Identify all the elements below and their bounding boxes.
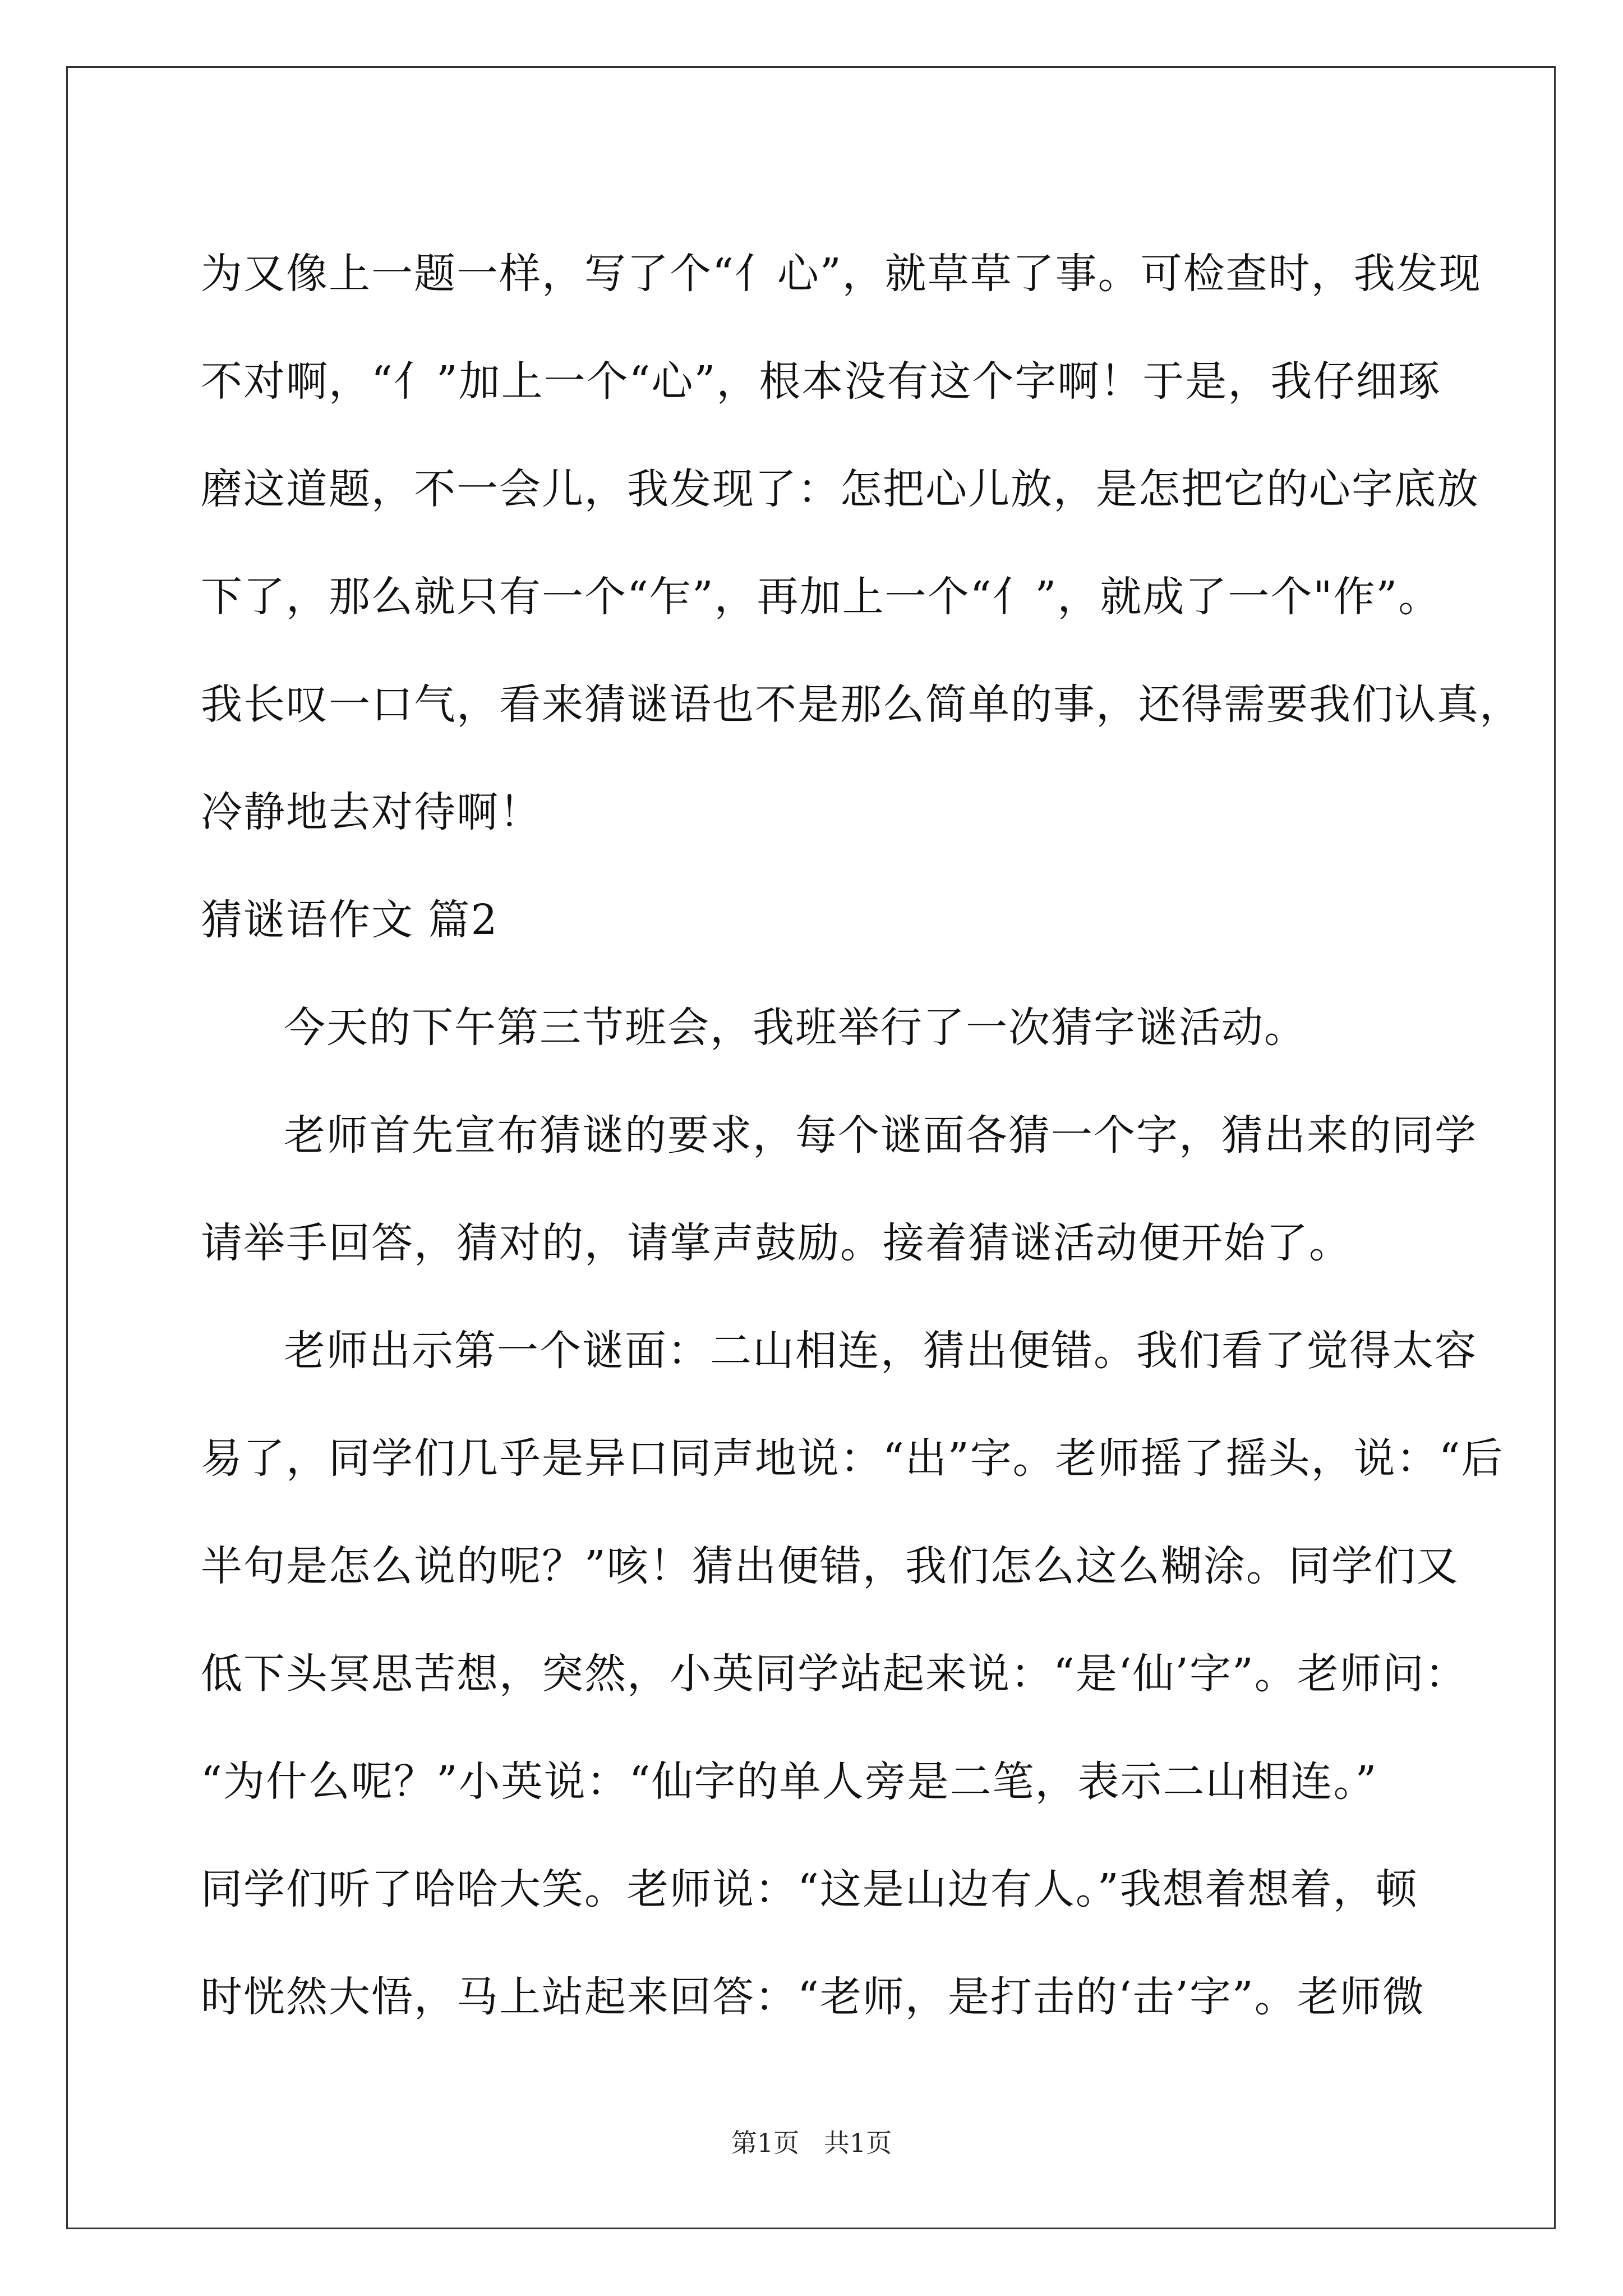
text-line-2: 不对啊，“亻”加上一个“心”，根本没有这个字啊！于是，我仔细琢 <box>201 357 1441 406</box>
text-line-15: “为什么呢？”小英说：“仙字的单人旁是二笔，表示二山相连。” <box>201 1757 1378 1806</box>
page-number-footer: 第1页 共1页 <box>731 2128 892 2158</box>
text-line-6: 冷静地去对待啊！ <box>201 788 542 836</box>
text-line-3: 磨这道题，不一会儿，我发现了：怎把心儿放，是怎把它的心字底放 <box>201 465 1479 513</box>
text-line-12: 易了，同学们几乎是异口同声地说：“出”字。老师摇了摇头，说：“后 <box>201 1434 1504 1483</box>
document-body <box>201 220 1522 2051</box>
text-line-4: 下了，那么就只有一个“乍”，再加上一个“亻”，就成了一个"作”。 <box>201 573 1441 621</box>
text-line-8: 今天的下午第三节班会，我班举行了一次猜字谜活动。 <box>284 1004 1307 1052</box>
text-line-5: 我长叹一口气，看来猜谜语也不是那么简单的事，还得需要我们认真， <box>201 680 1522 729</box>
text-line-1: 为又像上一题一样，写了个“亻心”，就草草了事。可检查时，我发现 <box>201 250 1482 298</box>
text-line-16: 同学们听了哈哈大笑。老师说：“这是山边有人。”我想着想着，顿 <box>201 1865 1418 1913</box>
text-line-9: 老师首先宣布猜谜的要求，每个谜面各猜一个字，猜出来的同学 <box>284 1111 1477 1159</box>
section-heading: 猜谜语作文 篇2 <box>201 896 499 944</box>
text-line-11: 老师出示第一个谜面：二山相连，猜出便错。我们看了觉得太容 <box>284 1327 1477 1375</box>
text-line-14: 低下头冥思苦想，突然，小英同学站起来说：“是‘仙’字”。老师问： <box>201 1650 1468 1698</box>
text-line-13: 半句是怎么说的呢？”咳！猜出便错，我们怎么这么糊涂。同学们又 <box>201 1542 1459 1590</box>
text-line-10: 请举手回答，猜对的，请掌声鼓励。接着猜谜活动便开始了。 <box>201 1219 1352 1267</box>
text-line-17: 时恍然大悟，马上站起来回答：“老师，是打击的‘击’字”。老师微 <box>201 1973 1425 2021</box>
